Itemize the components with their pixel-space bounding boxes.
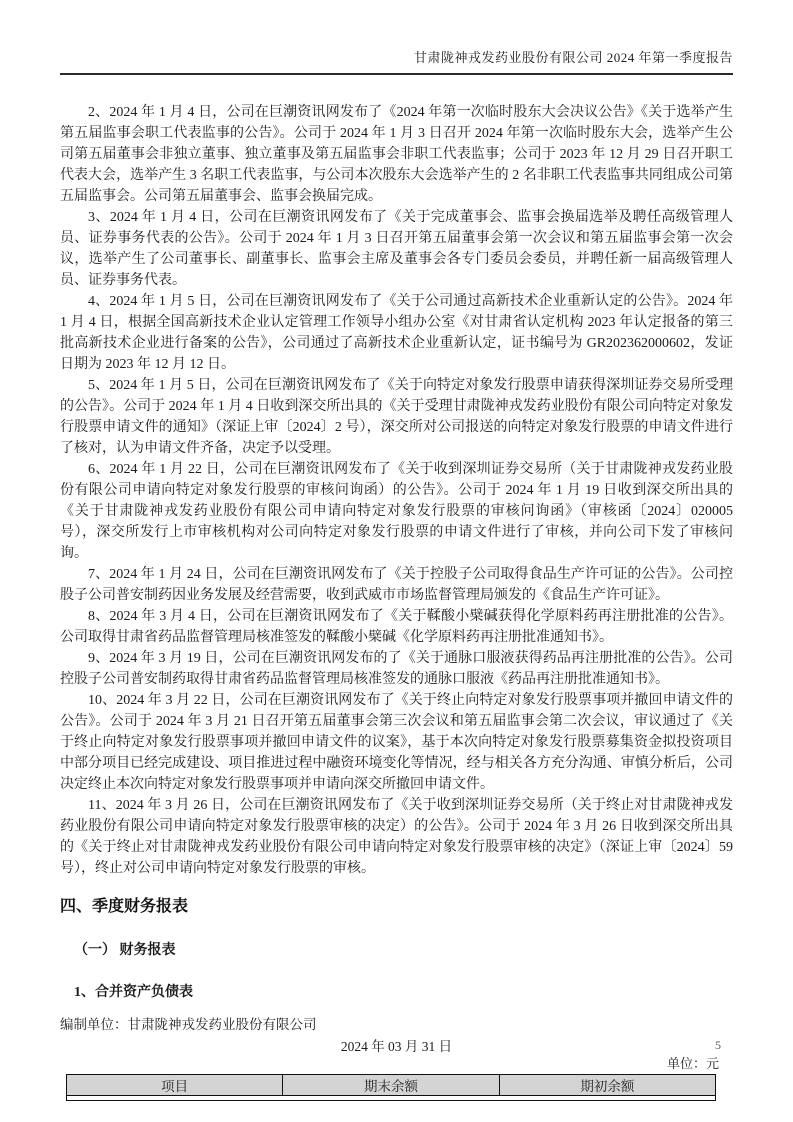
balance-sheet-table: [66, 1074, 716, 1101]
body-paragraph-5: 5、2024 年 1 月 5 日，公司在巨潮资讯网发布了《关于向特定对象发行股票申请获得深圳证券交易所受理的公告》。公司于 2024 年 1 月 4 日收到深交所出具的《关于受理甘肃陇神戎发药业股份有限公司向特定对象发行股票申请文件的通知》（深证上审〔2024〕2 号），深交所对公司报送的向特定对象发行股票的申请文件进行了核对，认为申请文件齐备，决定予以受理。: [60, 378, 733, 456]
table-header-closing-balance: 期末余额: [283, 1075, 499, 1096]
body-paragraph-11: 11、2024 年 3 月 26 日，公司在巨潮资讯网发布了《关于收到深圳证券交易所（关于终止对甘肃陇神戎发药业股份有限公司申请向特定对象发行股票审核的决定）的公告》。公司于 2024 年 3 月 26 日收到深交所出具的《关于终止对甘肃陇神戎发药业股份有限公司申请向特定对象发行股票审核的决定》（深证上审〔2024〕59 号），终止对公司申请向特定对象发行股票的审核。: [60, 798, 733, 876]
table-empty-cell: [67, 1096, 716, 1101]
unit-label: 单位：元: [666, 1056, 719, 1071]
page-number: 5: [715, 1038, 721, 1052]
body-paragraph-2: 2、2024 年 1 月 4 日，公司在巨潮资讯网发布了《2024 年第一次临时股东大会决议公告》《关于选举产生第五届监事会职工代表监事的公告》。公司于 2024 年 1 月 3 日召开 2024 年第一次临时股东大会，选举产生公司第五届董事会非独立董事、独立董事及第五届监事会非职工代表监事；公司于 2023 年 12 月 29 日召开职工代表大会，选举产生 3 名职工代表监事，与公司本次股东大会选举产生的 2 名非职工代表监事共同组成公司第五届监事会。公司第五届董事会、监事会换届完成。: [60, 105, 733, 204]
prepared-by-line: 编制单位：甘肃陇神戎发药业股份有限公司: [60, 1017, 317, 1032]
table-header-item: 项目: [67, 1075, 283, 1096]
page-header: [60, 0, 733, 75]
section-heading-quarterly-financial-statements: 四、季度财务报表: [60, 898, 189, 915]
body-paragraph-8: 8、2024 年 3 月 4 日，公司在巨潮资讯网发布了《关于鞣酸小檗碱获得化学原料药再注册批准的公告》。公司取得甘肃省药品监督管理局核准签发的鞣酸小檗碱《化学原料药再注册批准通知书》。: [60, 609, 733, 645]
report-header-title: 甘肃陇神戎发药业股份有限公司 2024 年第一季度报告: [413, 50, 733, 65]
table-header-opening-balance: 期初余额: [499, 1075, 715, 1096]
body-paragraph-6: 6、2024 年 1 月 22 日，公司在巨潮资讯网发布了《关于收到深圳证券交易所（关于甘肃陇神戎发药业股份有限公司申请向特定对象发行股票的审核问询函）的公告》。公司于 2024 年 1 月 19 日收到深交所出具的《关于甘肃陇神戎发药业股份有限公司申请向特定对象发行股票的审核问询函》（审核函〔2024〕020005 号），深交所发行上市审核机构对公司向特定对象发行股票的申请文件进行了审核，并向公司下发了审核问询。: [60, 462, 733, 561]
body-paragraph-10: 10、2024 年 3 月 22 日，公司在巨潮资讯网发布了《关于终止向特定对象发行股票事项并撤回申请文件的公告》。公司于 2024 年 3 月 21 日召开第五届董事会第三次会议和第五届监事会第二次会议，审议通过了《关于终止向特定对象发行股票事项并撤回申请文件的议案》，基于本次向特定对象发行股票募集资金拟投资项目中部分项目已经完成建设、项目推进过程中融资环境变化等情况，经与相关各方充分沟通、审慎分析后，公司决定终止本次向特定对象发行股票事项并申请向深交所撤回申请文件。: [60, 693, 733, 792]
body-paragraph-3: 3、2024 年 1 月 4 日，公司在巨潮资讯网发布了《关于完成董事会、监事会换届选举及聘任高级管理人员、证券事务代表的公告》。公司于 2024 年 1 月 3 日召开第五届董事会第一次会议和第五届监事会第一次会议，选举产生了公司董事长、副董事长、监事会主席及董事会各专门委员会委员，并聘任新一届高级管理人员、证券事务代表。: [60, 210, 733, 288]
table-header-row: [67, 1075, 716, 1096]
body-paragraph-4: 4、2024 年 1 月 5 日，公司在巨潮资讯网发布了《关于公司通过高新技术企业重新认定的公告》。2024 年 1 月 4 日，根据全国高新技术企业认定管理工作领导小组办公室《对甘肃省认定机构 2023 年认定报备的第三批高新技术企业进行备案的公告》，公司通过了高新技术企业重新认定，证书编号为 GR202362000602，发证日期为 2023 年 12 月 12 日。: [60, 294, 733, 372]
body-paragraph-9: 9、2024 年 3 月 19 日，公司在巨潮资讯网发布的了《关于通脉口服液获得药品再注册批准的公告》。公司控股子公司普安制药取得甘肃省药品监督管理局核准签发的通脉口服液《药品再注册批准通知书》。: [60, 651, 733, 687]
table-row-pagebreak-sliver: [67, 1096, 716, 1101]
subsection-heading-financial-statements: （一） 财务报表: [74, 943, 176, 958]
body-paragraph-7: 7、2024 年 1 月 24 日，公司在巨潮资讯网发布了《关于控股子公司取得食品生产许可证的公告》。公司控股子公司普安制药因业务发展及经营需要，收到武威市市场监督管理局颁发的《食品生产许可证》。: [60, 567, 733, 603]
table-title-consolidated-balance-sheet: 1、合并资产负债表: [74, 985, 193, 1000]
balance-sheet-date: 2024 年 03 月 31 日: [340, 1039, 453, 1054]
document-body: [60, 75, 733, 1101]
